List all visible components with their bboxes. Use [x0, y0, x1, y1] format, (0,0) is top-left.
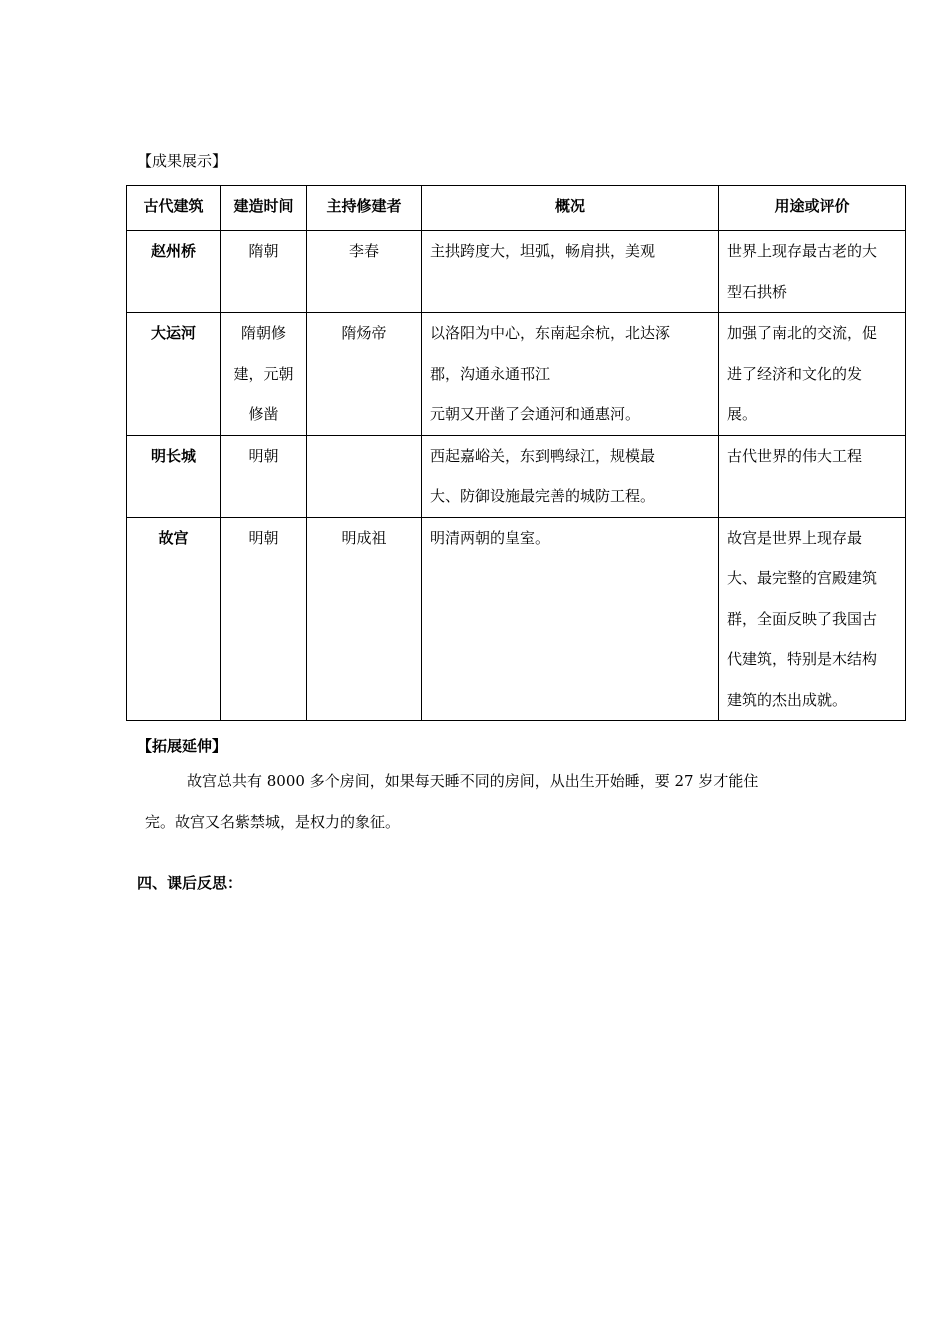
cell-name: 明长城 [127, 435, 221, 517]
table-header-row [127, 186, 906, 231]
extend-paragraph-line1: 故宫总共有 8000 多个房间，如果每天睡不同的房间，从出生开始睡，要 27 岁才能住 [187, 772, 759, 790]
cell-evaluation: 加强了南北的交流，促 进了经济和文化的发 展。 [719, 313, 906, 436]
cell-name: 大运河 [127, 313, 221, 436]
cell-name: 赵州桥 [127, 231, 221, 313]
header-build-time: 建造时间 [221, 186, 307, 231]
header-overview: 概况 [422, 186, 719, 231]
header-architecture: 古代建筑 [127, 186, 221, 231]
table-row [127, 435, 906, 517]
cell-evaluation: 古代世界的伟大工程 [719, 435, 906, 517]
extend-paragraph [145, 761, 825, 843]
cell-overview: 西起嘉峪关，东到鸭绿江，规模最 大、防御设施最完善的城防工程。 [422, 435, 719, 517]
cell-overview: 主拱跨度大，坦弧，畅肩拱，美观 [422, 231, 719, 313]
extend-paragraph-line2: 完。故宫又名紫禁城，是权力的象征。 [145, 813, 401, 831]
table-row [127, 517, 906, 721]
cell-time: 明朝 [221, 517, 307, 721]
cell-time: 隋朝 [221, 231, 307, 313]
cell-builder [307, 435, 422, 517]
cell-time: 隋朝修 建，元朝 修凿 [221, 313, 307, 436]
cell-evaluation: 故宫是世界上现存最 大、最完整的宫殿建筑 群，全面反映了我国古 代建筑，特别是木结构 建筑的杰出成就。 [719, 517, 906, 721]
header-evaluation: 用途或评价 [719, 186, 906, 231]
section-heading-extend: 【拓展延伸】 [137, 737, 228, 755]
header-builder: 主持修建者 [307, 186, 422, 231]
cell-overview: 以洛阳为中心，东南起余杭，北达涿 郡，沟通永通邗江 元朝又开凿了会通河和通惠河。 [422, 313, 719, 436]
cell-builder: 明成祖 [307, 517, 422, 721]
cell-evaluation: 世界上现存最古老的大 型石拱桥 [719, 231, 906, 313]
cell-time: 明朝 [221, 435, 307, 517]
architecture-table [126, 185, 906, 721]
cell-builder: 李春 [307, 231, 422, 313]
table-row [127, 313, 906, 436]
table-row [127, 231, 906, 313]
section-heading-result: 【成果展示】 [137, 152, 228, 170]
section-heading-reflection: 四、课后反思： [137, 874, 243, 892]
cell-overview: 明清两朝的皇室。 [422, 517, 719, 721]
cell-name: 故宫 [127, 517, 221, 721]
cell-builder: 隋炀帝 [307, 313, 422, 436]
